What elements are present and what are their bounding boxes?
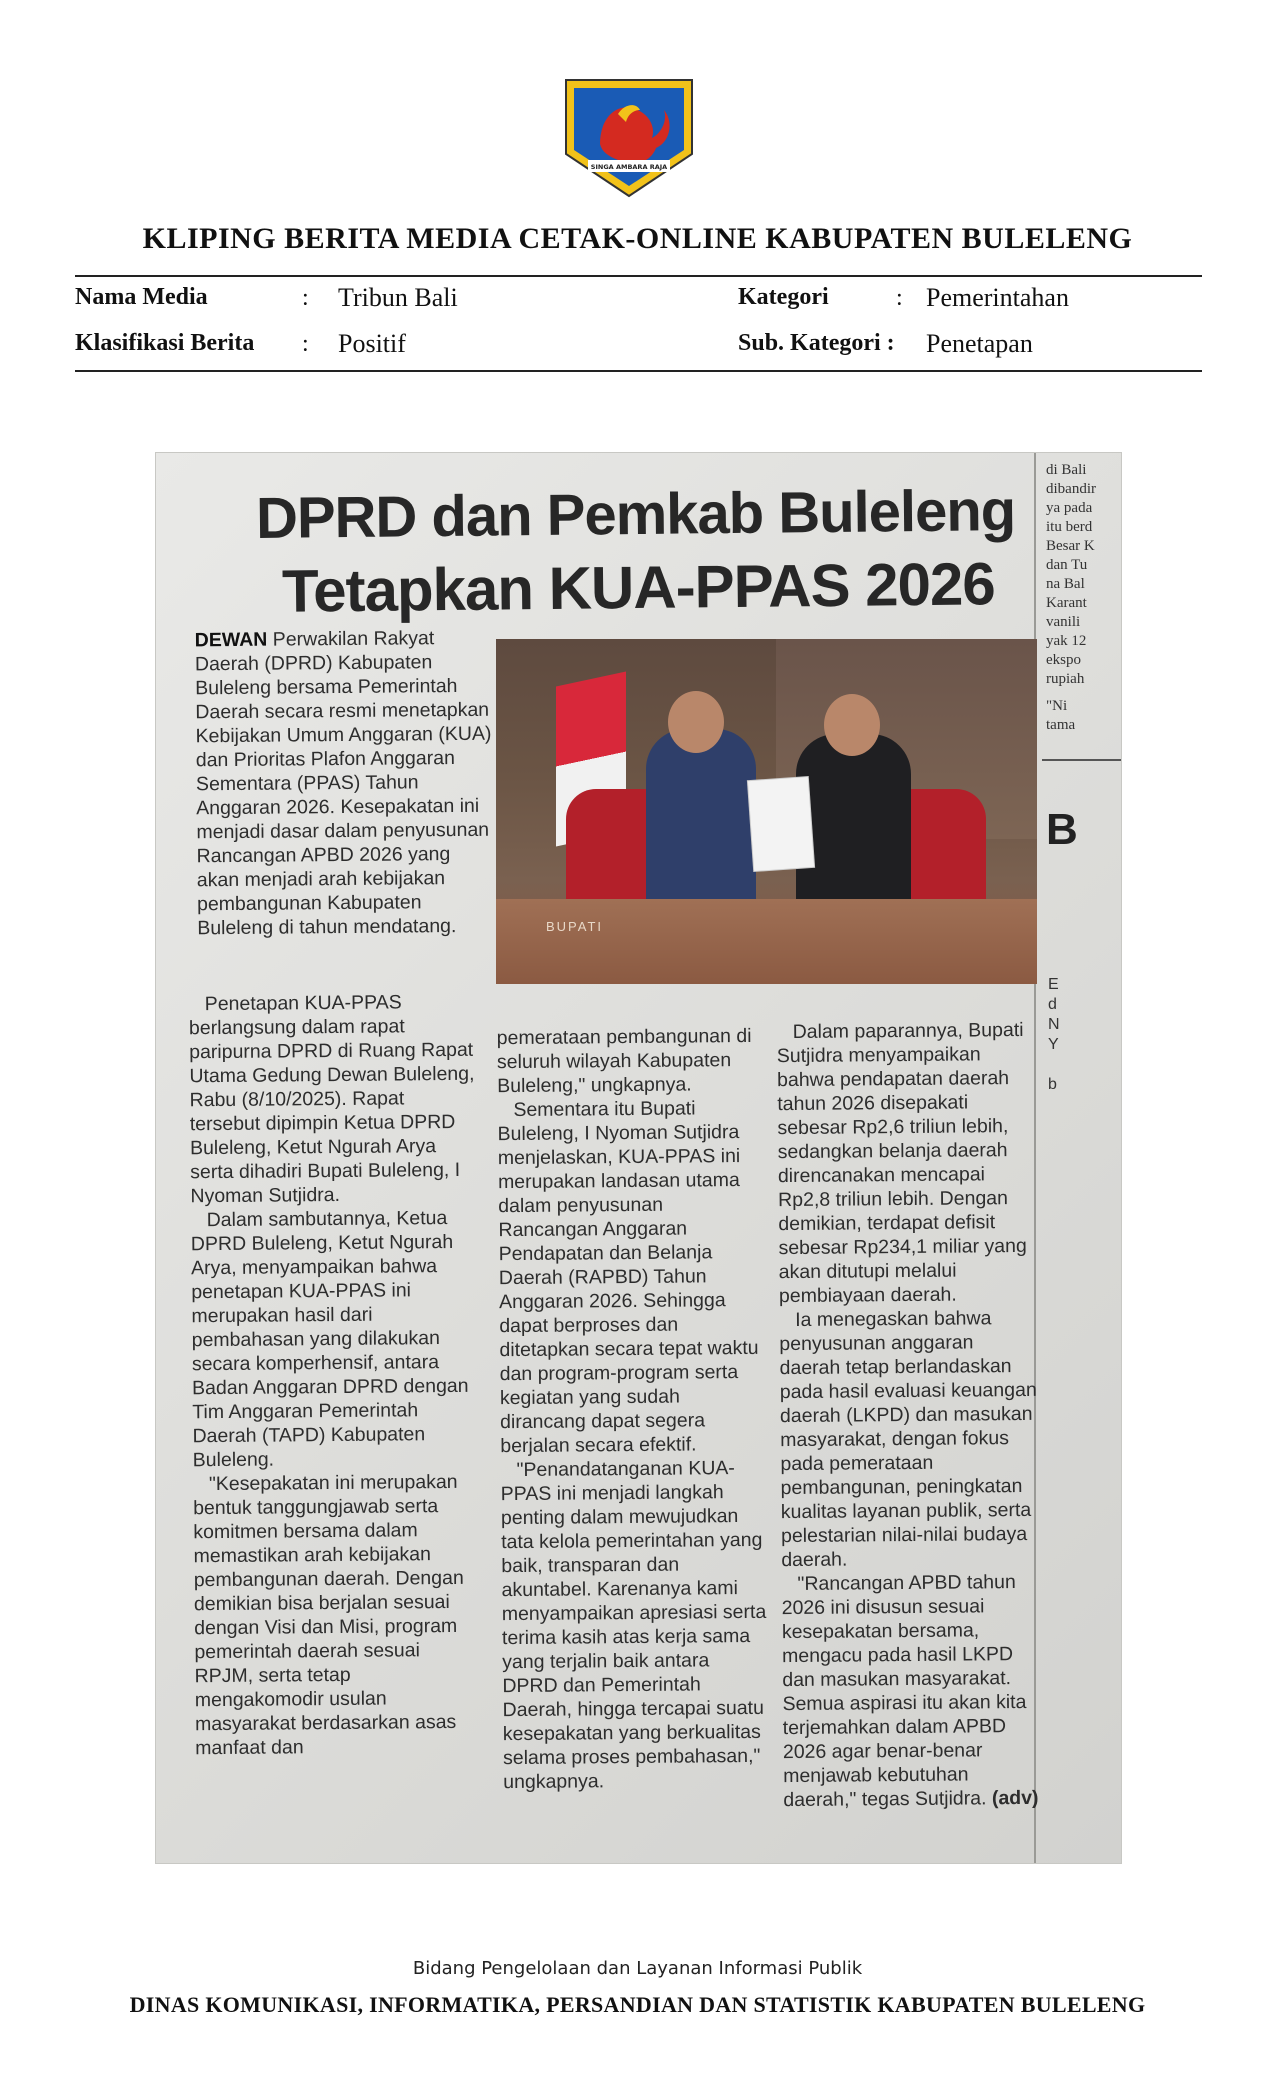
sub-kategori-label: Sub. Kategori : xyxy=(738,330,895,356)
article-photo xyxy=(496,639,1037,984)
lead-text: Perwakilan Rakyat Daerah (DPRD) Kabupaten Buleleng bersama Pemerintah Daerah secara resmi menetapkan Kebijakan Umum Anggaran (KUA) dan Prioritas Plafon Anggaran Sementara (PPAS) Tahun Anggaran 2026. Kesepakatan ini menjadi dasar dalam penyusunan Rancangan APBD 2026 yang akan menjadi arah kebijakan pembangunan Kabupaten Buleleng di tahun mendatang. xyxy=(194,627,492,940)
article-column-1-bottom xyxy=(189,990,484,1760)
newspaper-clipping xyxy=(156,453,1121,1863)
header-rule-top xyxy=(75,275,1202,277)
footer-department: Bidang Pengelolaan dan Layanan Informasi Publik xyxy=(412,1958,863,1979)
nama-media-value: Tribun Bali xyxy=(338,283,458,312)
klasifikasi-colon: : xyxy=(302,331,309,357)
document-title: KLIPING BERITA MEDIA CETAK-ONLINE KABUPATEN BULELENG xyxy=(142,222,1133,255)
klasifikasi-label: Klasifikasi Berita xyxy=(75,330,255,356)
footer-agency: DINAS KOMUNIKASI, INFORMATIKA, PERSANDIAN DAN STATISTIK KABUPATEN BULELENG xyxy=(129,1992,1146,2017)
article-headline-line2: Tetapkan KUA-PPAS 2026 xyxy=(281,550,996,625)
kategori-colon: : xyxy=(896,285,903,311)
article-paragraph: "Penandatanganan KUA-PPAS ini menjadi langkah penting dalam mewujudkan tata kelola pemerintahan yang baik, transparan dan akuntabel. Karenanya kami menyampaikan apresiasi serta terima kasih atas kerja sama yang terjalin baik antara DPRD dan Pemerintah Daerah, hingga tercapai suatu kesepakatan yang berkualitas selama proses pembahasan," ungkapnya. xyxy=(500,1457,767,1794)
sub-kategori-value: Penetapan xyxy=(926,329,1033,358)
article-paragraph: Ia menegaskan bahwa penyusunan anggaran daerah tetap berlandaskan pada hasil evaluasi keuangan daerah (LKPD) dan masukan masyarakat, dengan fokus pada pemerataan pembangunan, peningkatan kualitas layanan publik, serta pelestarian nilai-nilai budaya daerah. xyxy=(779,1307,1037,1572)
article-column-3 xyxy=(777,1018,1042,1812)
adjacent-line: tama xyxy=(1046,717,1076,733)
desk-nameplate: BUPATI xyxy=(546,919,604,934)
adjacent-line: itu berd xyxy=(1046,519,1093,535)
adjacent-line: ya pada xyxy=(1046,500,1093,516)
adjacent-line: dibandir xyxy=(1046,481,1096,497)
adjacent-line: rupiah xyxy=(1046,671,1085,687)
person-left xyxy=(646,729,756,919)
article-column-1-top xyxy=(195,626,498,941)
article-paragraph: Dalam sambutannya, Ketua DPRD Buleleng, Ketut Ngurah Arya, menyampaikan bahwa penetapan KUA-PPAS ini merupakan hasil dari pembahasan yang dilakukan secara komperhensif, antara Badan Anggaran DPRD dengan Tim Anggaran Pemerintah Daerah (TAPD) Kabupaten Buleleng. xyxy=(190,1207,469,1472)
article-paragraph: Sementara itu Bupati Buleleng, I Nyoman Sutjidra menjelaskan, KUA-PPAS ini merupakan landasan utama dalam penyusunan Rancangan Anggaran Pendapatan dan Belanja Daerah (RAPBD) Tahun Anggaran 2026. Sehingga dapat berproses dan ditetapkan secara tepat waktu dan program-program serta kegiatan yang sudah dirancang dapat segera berjalan secara efektif. xyxy=(497,1097,759,1458)
nama-media-colon: : xyxy=(302,285,309,311)
logo-caption: SINGA AMBARA RAJA xyxy=(590,163,668,171)
article-lead-paragraph xyxy=(195,626,498,941)
adjacent-headline-letter: B xyxy=(1046,805,1078,854)
article-paragraph: "Kesepakatan ini merupakan bentuk tanggungjawab serta komitmen bersama dalam memastikan arah kebijakan pembangunan daerah. Dengan demikian bisa berjalan sesuai dengan Visi dan Misi, program pemerintah daerah sesuai RPJM, serta tetap mengakomodir usulan masyarakat berdasarkan asas manfaat dan xyxy=(193,1470,464,1760)
adjacent-line: di Bali xyxy=(1046,462,1087,478)
adjacent-article-column xyxy=(1034,453,1121,1863)
person-right xyxy=(796,734,911,919)
buleleng-crest-logo xyxy=(560,74,698,200)
adjacent-line: ekspo xyxy=(1046,652,1081,668)
nama-media-label: Nama Media xyxy=(75,284,208,310)
adjacent-text-fragment: E d N Y b xyxy=(1048,976,1060,1093)
person-right-head xyxy=(824,694,880,756)
adjacent-line: Karant xyxy=(1046,595,1087,611)
article-paragraph: Dalam paparannya, Bupati Sutjidra menyampaikan bahwa pendapatan daerah tahun 2026 disepakati sebesar Rp2,6 triliun lebih, sedangkan belanja daerah direncanakan mencapai Rp2,8 triliun lebih. Dengan demikian, terdapat defisit sebesar Rp234,1 miliar yang akan ditutupi melalui pembiayaan daerah. xyxy=(776,1018,1027,1308)
header-rule-bottom xyxy=(75,370,1202,372)
adjacent-line: dan Tu xyxy=(1046,557,1088,573)
adjacent-line: na Bal xyxy=(1046,576,1085,592)
kategori-value: Pemerintahan xyxy=(926,283,1069,312)
article-headline-line1: DPRD dan Pemkab Buleleng xyxy=(255,478,1016,551)
kategori-label: Kategori xyxy=(738,284,829,310)
adjacent-line: Besar K xyxy=(1046,538,1095,554)
desk-shape xyxy=(496,899,1037,984)
adjacent-line: vanili xyxy=(1046,614,1081,630)
article-paragraph: pemerataan pembangunan di seluruh wilayah Kabupaten Buleleng," ungkapnya. xyxy=(496,1024,752,1098)
person-left-head xyxy=(668,691,724,753)
adjacent-line: "Ni xyxy=(1046,698,1068,714)
article-column-2 xyxy=(497,1024,770,1794)
lead-word: DEWAN xyxy=(194,628,268,652)
article-paragraph xyxy=(781,1570,1041,1812)
document-sheet xyxy=(748,777,814,871)
adjacent-line: yak 12 xyxy=(1046,633,1087,649)
article-paragraph: Penetapan KUA-PPAS berlangsung dalam rapat paripurna DPRD di Ruang Rapat Utama Gedung Dewan Buleleng, Rabu (8/10/2025). Rapat tersebut dipimpin Ketua DPRD Buleleng, Ketut Ngurah Arya serta dihadiri Bupati Buleleng, I Nyoman Sutjidra. xyxy=(188,991,475,1208)
adjacent-divider xyxy=(1042,759,1121,761)
closing-quote-text: "Rancangan APBD tahun 2026 ini disusun sesuai kesepakatan bersama, mengacu pada hasil LKPD dan masukan masyarakat. Semua aspirasi itu akan kita terjemahkan dalam APBD 2026 agar benar-benar menjawab kebutuhan daerah," tegas Sutjidra. xyxy=(781,1571,1027,1812)
klasifikasi-value: Positif xyxy=(338,329,406,358)
adv-marker: (adv) xyxy=(991,1786,1039,1810)
